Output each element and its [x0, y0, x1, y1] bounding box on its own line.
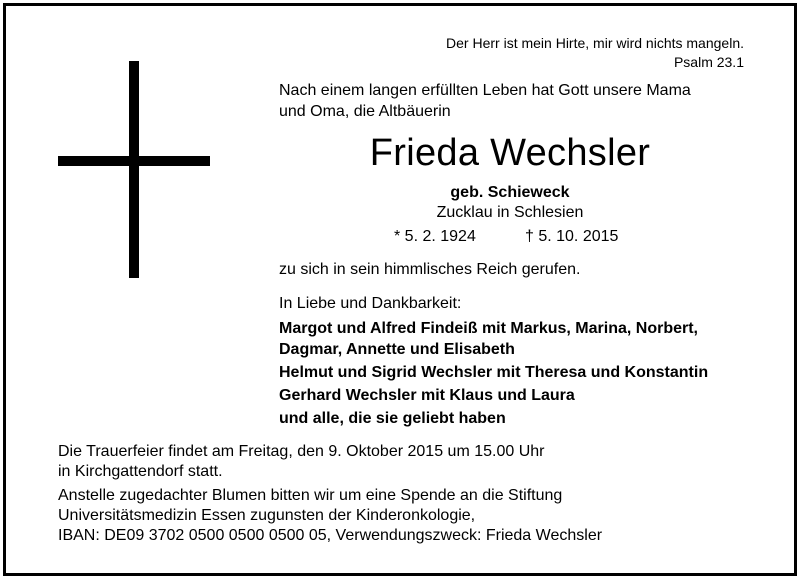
funeral-line-1: Die Trauerfeier findet am Freitag, den 9. Oktober 2015 um 15.00 Uhr	[58, 443, 545, 460]
intro-line-1: Nach einem langen erfüllten Leben hat Gott unsere Mama	[279, 82, 691, 99]
mourner-line: Margot und Alfred Findeiß mit Markus, Marina, Norbert,	[279, 320, 698, 337]
death-date: † 5. 10. 2015	[525, 228, 619, 245]
intro-line-2: und Oma, die Altbäuerin	[279, 103, 451, 120]
donation-line-3: IBAN: DE09 3702 0500 0500 0500 05, Verwendungszweck: Frieda Wechsler	[58, 527, 603, 544]
funeral-line-2: in Kirchgattendorf statt.	[58, 463, 223, 480]
psalm-reference: Psalm 23.1	[673, 54, 744, 70]
mourner-line: Gerhard Wechsler mit Klaus und Laura	[279, 387, 575, 404]
donation-line-1: Anstelle zugedachter Blumen bitten wir um eine Spende an die Stiftung	[58, 487, 563, 504]
birthplace: Zucklau in Schlesien	[436, 204, 584, 221]
mourner-line: Dagmar, Annette und Elisabeth	[279, 341, 515, 358]
psalm-quote: Der Herr ist mein Hirte, mir wird nichts mangeln.	[446, 35, 744, 51]
called-home-text: zu sich in sein himmlisches Reich gerufen.	[279, 261, 581, 278]
mourner-line: Helmut und Sigrid Wechsler mit Theresa und Konstantin	[279, 364, 709, 381]
birth-date: * 5. 2. 1924	[394, 228, 476, 245]
cross-vertical-bar	[129, 61, 139, 278]
mourners-intro: In Liebe und Dankbarkeit:	[279, 295, 462, 312]
maiden-name: geb. Schieweck	[450, 184, 570, 201]
donation-line-2: Universitätsmedizin Essen zugunsten der Kinderonkologie,	[58, 507, 476, 524]
deceased-name: Frieda Wechsler	[369, 132, 651, 174]
cross-horizontal-bar	[58, 156, 210, 166]
mourner-line: und alle, die sie geliebt haben	[279, 410, 506, 427]
